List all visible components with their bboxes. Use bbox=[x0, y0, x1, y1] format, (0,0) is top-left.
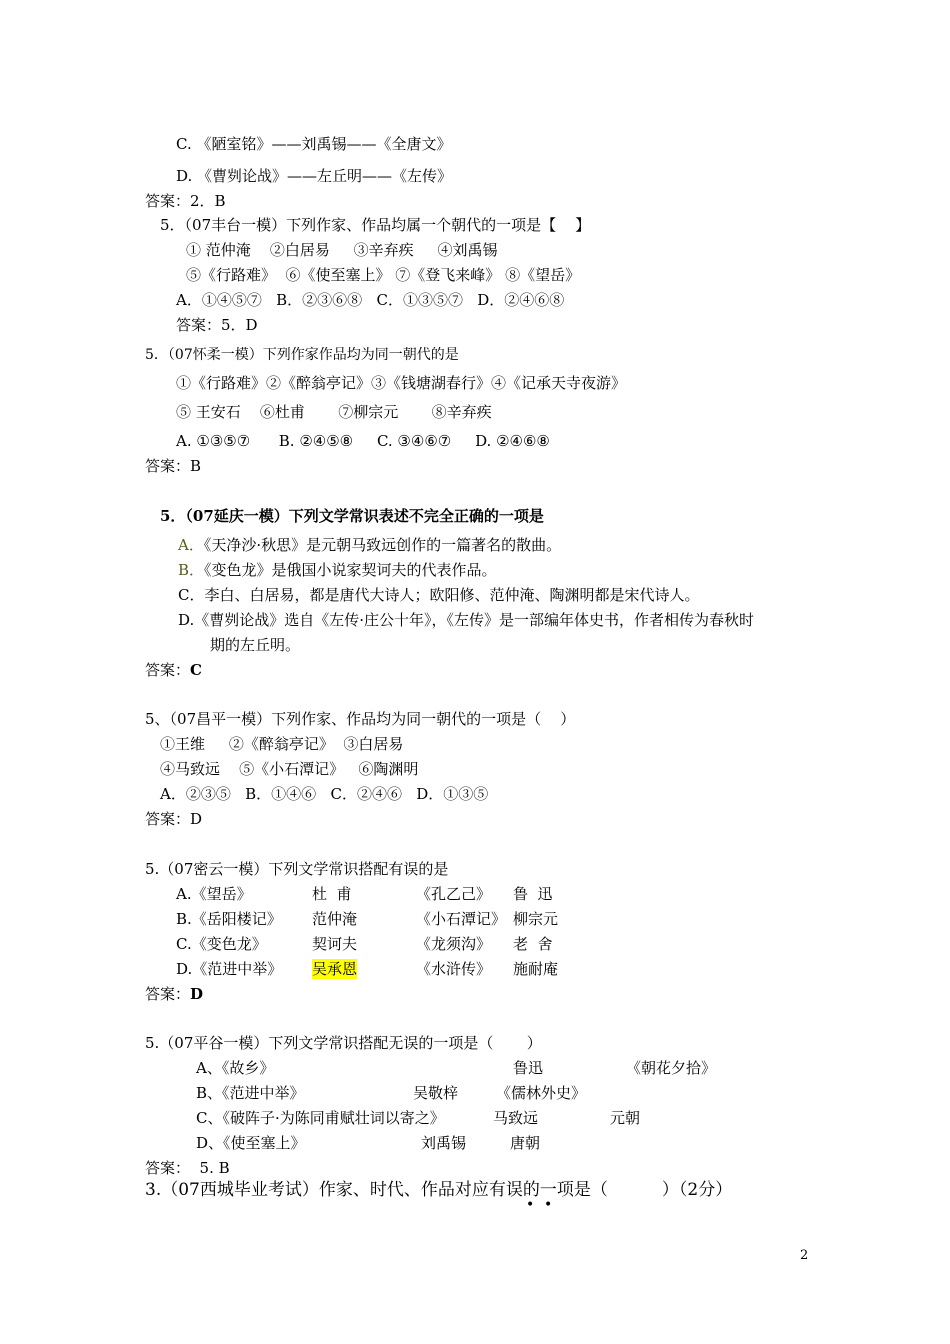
matching-row-author: 鲁 迅 bbox=[513, 885, 553, 903]
question-items-row: ④马致远 ⑤《小石潭记》 ⑥陶渊明 bbox=[160, 760, 419, 778]
question-stem: 5．（07丰台一模）下列作家、作品均属一个朝代的一项是【 】 bbox=[160, 216, 591, 234]
question-stem: 5．（07延庆一模）下列文学常识表述不完全正确的一项是 bbox=[160, 507, 544, 525]
option-b bbox=[178, 560, 497, 580]
matching-row-label: C、《破阵子·为陈同甫赋壮词以寄之》 bbox=[196, 1109, 445, 1127]
matching-row-label: B.《岳阳楼记》 bbox=[176, 910, 282, 928]
option-d: D. 《曹刿论战》——左丘明——《左传》 bbox=[176, 167, 453, 185]
matching-row-author: 鲁迅 bbox=[513, 1059, 544, 1077]
question-stem: 5.（07密云一模）下列文学常识搭配有误的是 bbox=[145, 860, 449, 878]
answer: 答案：B bbox=[145, 457, 202, 475]
question-items-row: ⑤《行路难》 ⑥《使至塞上》 ⑦《登飞来峰》 ⑧《望岳》 bbox=[186, 266, 581, 284]
question-stem: 5．（07怀柔一模）下列作家作品均为同一朝代的是 bbox=[145, 347, 459, 363]
answer-value: D bbox=[190, 985, 204, 1003]
question-items-row: ①王维 ②《醉翁亭记》 ③白居易 bbox=[160, 735, 404, 753]
matching-row-author: 刘禹锡 bbox=[421, 1134, 467, 1152]
page-number: 2 bbox=[800, 1248, 809, 1263]
option-d: D.《曹刿论战》选自《左传·庄公十年》，《左传》是一部编年体史书，作者相传为春秋时 bbox=[178, 611, 755, 629]
matching-row-work: 《水浒传》 bbox=[416, 960, 492, 978]
question-stem: 5、（07昌平一模）下列作家、作品均为同一朝代的一项是（ ） bbox=[145, 710, 576, 728]
answer-value: C bbox=[190, 661, 202, 679]
highlighted-author: 吴承恩 bbox=[312, 960, 358, 978]
matching-row-author: 马致远 bbox=[493, 1109, 539, 1127]
matching-row-label: A.《望岳》 bbox=[176, 885, 252, 903]
matching-row-author: 契诃夫 bbox=[312, 935, 358, 953]
matching-row-label: D、《使至塞上》 bbox=[196, 1134, 306, 1152]
answer-label: 答案： bbox=[145, 661, 191, 679]
matching-row-label: D.《范进中举》 bbox=[176, 960, 283, 978]
matching-row-work: 《朝花夕拾》 bbox=[626, 1059, 717, 1077]
option-c: C．李白、白居易，都是唐代大诗人；欧阳修、范仲淹、陶渊明都是宋代诗人。 bbox=[178, 586, 700, 604]
emphasis-dot: • bbox=[526, 1197, 535, 1213]
option-d-continued: 期的左丘明。 bbox=[210, 636, 301, 654]
emphasis-dot: • bbox=[544, 1197, 553, 1213]
answer bbox=[145, 984, 203, 1004]
option-label: A． bbox=[178, 536, 204, 554]
matching-row-author: 范仲淹 bbox=[312, 910, 358, 928]
option-label: B． bbox=[178, 561, 205, 579]
question-stem: 5.（07平谷一模）下列文学常识搭配无误的一项是（ ） bbox=[145, 1034, 542, 1052]
matching-row-work: 《孔乙己》 bbox=[416, 885, 492, 903]
answer: 答案：D bbox=[145, 810, 203, 828]
option-a bbox=[178, 535, 561, 555]
matching-row-dynasty: 元朝 bbox=[610, 1109, 641, 1127]
matching-row-work: 《龙须沟》 bbox=[416, 935, 492, 953]
matching-row-author: 吴敬梓 bbox=[413, 1084, 459, 1102]
question-items-row: ①《行路难》②《醉翁亭记》③《钱塘湖春行》④《记承天寺夜游》 bbox=[176, 374, 627, 392]
matching-row-author: 柳宗元 bbox=[513, 910, 559, 928]
question-stem: 3.（07西城毕业考试）作家、时代、作品对应有误的一项是（ ）（2分） bbox=[145, 1180, 733, 1200]
question-options: A．②③⑤ B．①④⑥ C．②④⑥ D．①③⑤ bbox=[160, 785, 489, 803]
matching-row-work: 《小石潭记》 bbox=[416, 910, 507, 928]
answer bbox=[145, 660, 202, 680]
matching-row-author: 老 舍 bbox=[513, 935, 553, 953]
matching-row-label: B、《范进中举》 bbox=[196, 1084, 305, 1102]
answer-label: 答案： bbox=[145, 985, 191, 1003]
matching-row-label: A、《故乡》 bbox=[196, 1059, 275, 1077]
answer: 答案： 5. B bbox=[145, 1159, 230, 1177]
matching-row-author: 杜 甫 bbox=[312, 885, 352, 903]
matching-row-author: 施耐庵 bbox=[513, 960, 559, 978]
matching-row-dynasty: 唐朝 bbox=[510, 1134, 541, 1152]
answer: 答案：5．D bbox=[176, 316, 258, 334]
question-items-row: ⑤ 王安石 ⑥杜甫 ⑦柳宗元 ⑧辛弃疾 bbox=[176, 403, 492, 421]
matching-row-label: C.《变色龙》 bbox=[176, 935, 267, 953]
option-c: C. 《陋室铭》——刘禹锡——《全唐文》 bbox=[176, 135, 452, 153]
answer: 答案：2．B bbox=[145, 192, 226, 210]
option-text: 《天净沙·秋思》是元朝马致远创作的一篇著名的散曲。 bbox=[203, 536, 562, 554]
matching-row-work: 《儒林外史》 bbox=[496, 1084, 587, 1102]
question-options: A. ①③⑤⑦ B. ②④⑤⑧ C. ③④⑥⑦ D. ②④⑥⑧ bbox=[176, 432, 550, 450]
option-text: 《变色龙》是俄国小说家契诃夫的代表作品。 bbox=[204, 561, 497, 579]
question-options: A．①④⑤⑦ B．②③⑥⑧ C．①③⑤⑦ D．②④⑥⑧ bbox=[176, 291, 565, 309]
question-items-row: ① 范仲淹 ②白居易 ③辛弃疾 ④刘禹锡 bbox=[186, 241, 498, 259]
